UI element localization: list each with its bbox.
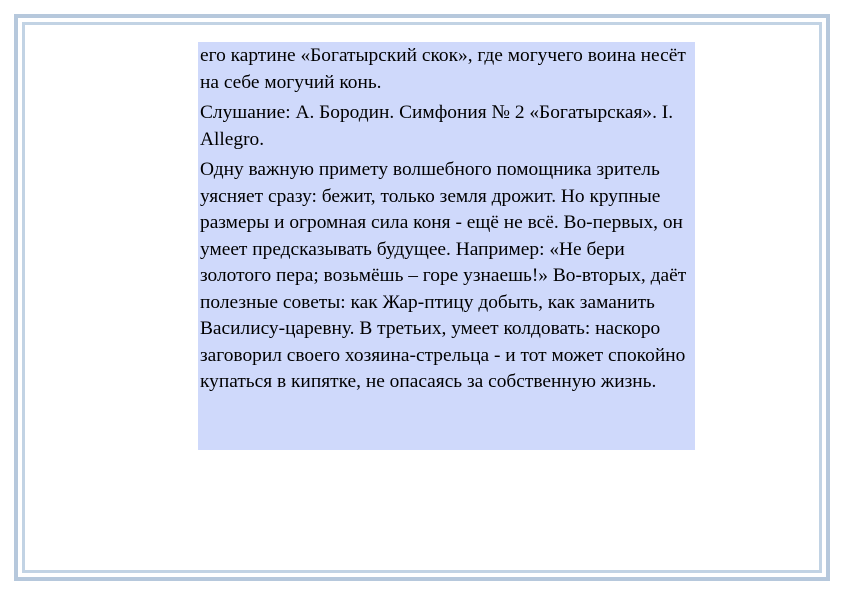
paragraph-listening-assignment: Слушание: А. Бородин. Симфония № 2 «Богатырская». I. Allegro. xyxy=(200,102,674,150)
paragraph-painting-description: его картине «Богатырский скок», где могучего воина несёт на себе могучий конь. xyxy=(200,45,686,93)
text-box xyxy=(198,42,695,450)
paragraph-magic-helper: Одну важную примету волшебного помощника зритель уясняет сразу: бежит, только земля дрожит. Но крупные размеры и огромная сила коня - ещё не всё. Во-первых, он умеет предсказывать будущее. Например: «Не бери золотого пера; возьмёшь – горе узнаешь!» Во-вторых, даёт полезные советы: как Жар-птицу добыть, как заманить Василису-царевну. В третьих, умеет колдовать: наскоро заговорил своего хозяина-стрельца - и тот может спокойно купаться в кипятке, не опасаясь за собственную жизнь. xyxy=(200,159,687,392)
